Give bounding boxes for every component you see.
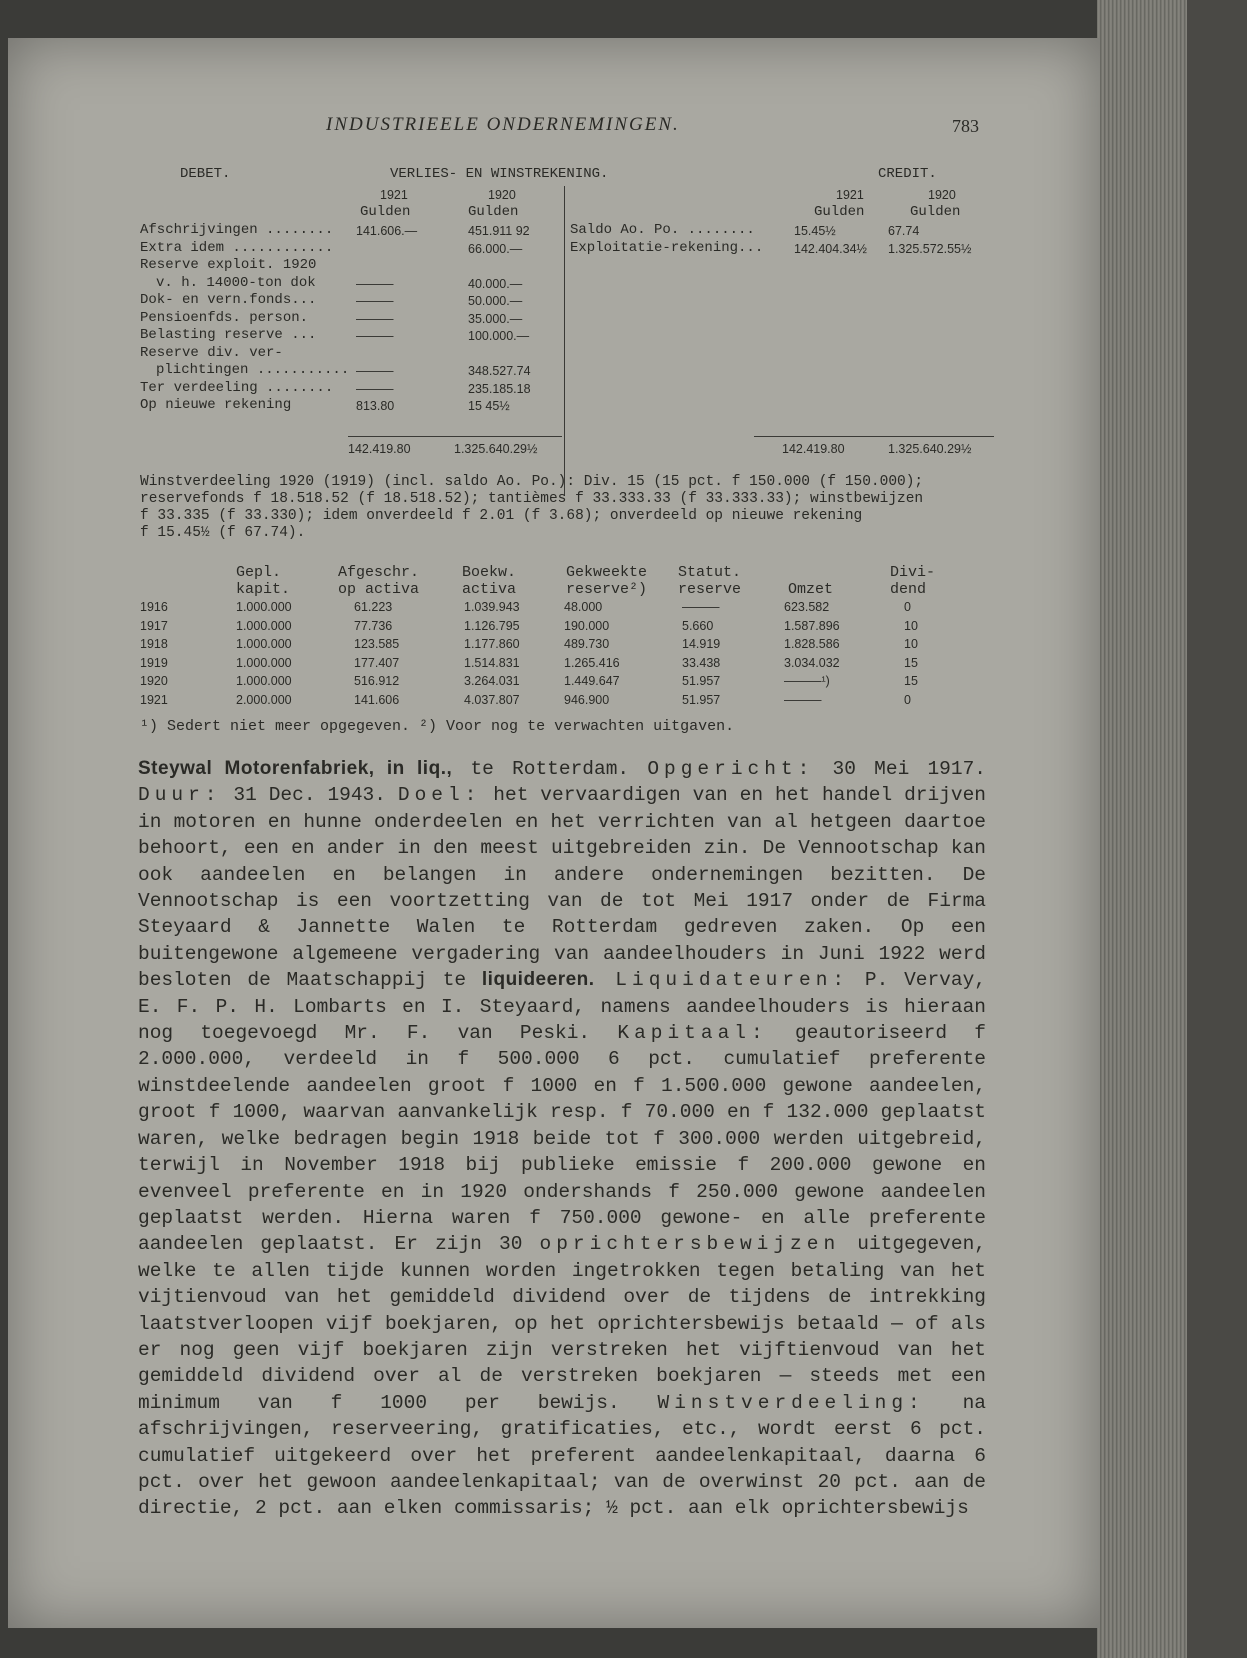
debit-row-1920: 451.911 92 (468, 224, 530, 238)
debit-row-label: Pensioenfds. person. (140, 309, 309, 326)
debit-row-label: v. h. 14000-ton dok (156, 274, 316, 291)
stats-cell: 1.039.943 (464, 600, 520, 614)
debit-row-1920: 15 45½ (468, 399, 510, 413)
col-year-1921: 1921 (380, 188, 408, 202)
stats-header-bottom: activa (462, 581, 517, 598)
credit-unit-1920: Gulden (910, 204, 961, 220)
stats-row-year: 1918 (140, 637, 168, 651)
debet-heading: DEBET. (180, 166, 231, 182)
stats-cell: 15 (904, 655, 918, 670)
stats-cell: 946.900 (564, 692, 610, 707)
stats-header-bottom: dend (890, 581, 927, 598)
winst-line-3: f 33.335 (f 33.330); idem onverdeeld f 2.01 (f 3.68); onverdeeld op nieuwe rekening (140, 508, 863, 524)
stats-cell: 516.912 (354, 674, 400, 688)
debit-row-label: plichtingen ........... (156, 362, 350, 378)
stats-cell: 623.582 (784, 600, 830, 614)
debit-row-1920: 348.527.74 (468, 364, 531, 378)
debit-row-label: Belasting reserve ... (140, 327, 317, 343)
stats-cell: 10 (904, 637, 918, 651)
debit-row-1921: ——— (356, 311, 394, 326)
body-text-a: te Rotterdam. (452, 758, 648, 780)
col-year-1920: 1920 (488, 188, 516, 202)
stats-cell: 1.000.000 (236, 618, 292, 633)
credit-row-1920: 67.74 (888, 224, 920, 238)
stats-cell: 77.736 (354, 618, 393, 633)
stats-header-bottom: reserve²) (566, 581, 648, 598)
debit-total-1921: 142.419.80 (348, 442, 411, 456)
debit-row-1920: 35.000.— (468, 311, 523, 326)
stats-cell: 1.000.000 (236, 637, 292, 651)
col-unit-1921: Gulden (360, 204, 411, 220)
company-description (138, 756, 986, 1522)
stats-row-year: 1919 (140, 655, 168, 670)
debit-row-1921: ——— (356, 364, 394, 378)
stats-cell: 33.438 (682, 655, 721, 670)
debit-row-1921: ——— (356, 381, 394, 396)
debit-row-1920: 235.185.18 (468, 381, 531, 396)
credit-row-label: Exploitatie-rekening... (570, 239, 764, 256)
stats-header-bottom: op activa (338, 581, 420, 598)
stats-cell: 14.919 (682, 637, 721, 651)
stats-cell: 1.265.416 (564, 655, 620, 670)
stats-cell: 3.034.032 (784, 655, 840, 670)
debit-row-1921: 813.80 (356, 399, 395, 413)
credit-row-1920: 1.325.572.55½ (888, 241, 972, 256)
body-text-e: P. Vervay, E. F. P. H. Lombarts en I. Steyaard, namens aandeelhouders is hieraan nog toegevoegd Mr. F. van Peski. (138, 969, 986, 1045)
stats-cell: 1.587.896 (784, 618, 840, 633)
stats-cell: 0 (904, 692, 911, 707)
stats-header-bottom: kapit. (236, 581, 291, 598)
stats-cell: 1.000.000 (236, 655, 292, 670)
body-text-d: het vervaardigen van en het handel drijven in motoren en hunne onderdeelen en het verrichten van al hetgeen daartoe behoort, een en ander in den meest uitgebreiden zin. De Vennootschap kan ook aandeelen en belangen in andere ondernemingen bezitten. De Vennootschap is een voortzetting van de tot Mei 1917 onder de Firma Steyaard & Jannette Walen te Rotterdam gedreven zaken. Op een buitengewone algemeene vergadering van aandeelhouders in Juni 1922 werd besloten de Maatschappij te (138, 784, 987, 992)
credit-row-1921: 15.45½ (794, 224, 836, 238)
debit-row-1921: 141.606.— (356, 224, 418, 238)
body-text-h: na afschrijvingen, reserveering, gratificaties, etc., wordt eerst 6 pct. cumulatief uitgekeerd over het preferent aandeelenkapitaal, daarna 6 pct. over het gewoon aandeelenkapitaal; van de overwinst 20 pct. aan de directie, 2 pct. aan elken commissaris; ½ pct. aan elk oprichtersbewijs (138, 1391, 986, 1520)
debit-row-label: Ter verdeeling ........ (140, 379, 334, 396)
credit-row-label: Saldo Ao. Po. ........ (570, 222, 755, 238)
stats-cell: 15 (904, 674, 918, 688)
running-header: INDUSTRIEELE ONDERNEMINGEN. (326, 114, 680, 135)
stats-cell: 1.000.000 (236, 600, 292, 614)
stats-cell: 1.000.000 (236, 674, 292, 688)
stats-cell: 1.126.795 (464, 618, 520, 633)
debit-row-1921: ——— (356, 276, 394, 291)
page-number: 783 (952, 116, 979, 136)
book-page (8, 38, 1100, 1628)
debit-row-label: Extra idem ............ (140, 239, 334, 256)
stats-header-top: Afgeschr. (338, 564, 420, 581)
stats-cell: ———¹) (784, 674, 830, 688)
stats-cell: 5.660 (682, 618, 714, 633)
stats-cell: 10 (904, 618, 918, 633)
winst-line-4: f 15.45½ (f 67.74). (140, 525, 306, 541)
winst-line-1: Winstverdeeling 1920 (1919) (incl. saldo Ao. Po.): Div. 15 (15 pct. f 150.000 (f 150.000); (140, 474, 924, 490)
stats-row-year: 1917 (140, 618, 168, 633)
stats-cell: 51.957 (682, 692, 721, 707)
credit-total-1920: 1.325.640.29½ (888, 442, 972, 456)
label-doel: Doel: (397, 784, 482, 807)
credit-total-rule (754, 436, 994, 437)
stats-header-top: Divi- (890, 564, 936, 581)
debit-row-1920: 66.000.— (468, 241, 523, 256)
stats-cell: 51.957 (682, 674, 721, 688)
body-text-g: uitgegeven, welke te allen tijde kunnen worden ingetrokken tegen betaling van het vijtienvoud van het gemiddeld dividend over de tijdens de intrekking laatstverloopen vijf boekjaren, op het oprichtersbewijs betaald — of als er nog geen vijf boekjaren zijn verstreken het vijftienvoud van het gemiddeld dividend over al de verstreken boekjaren — steeds met een minimum van f 1000 per bewijs. (138, 1233, 986, 1414)
stats-row-year: 1916 (140, 600, 168, 614)
table-footnote: ¹) Sedert niet meer opgegeven. ²) Voor nog te verwachten uitgaven. (140, 718, 735, 735)
account-divider (564, 186, 565, 496)
stats-cell: 4.037.807 (464, 692, 520, 707)
stats-cell: 1.514.831 (464, 655, 520, 670)
stats-cell: 0 (904, 600, 911, 614)
label-winstverdeeling: Winstverdeeling: (657, 1391, 925, 1414)
stats-header-top: Gepl. (236, 564, 282, 581)
stats-header-top: Boekw. (462, 564, 517, 581)
debit-row-1920: 40.000.— (468, 276, 523, 291)
credit-year-1921: 1921 (836, 188, 864, 202)
debit-row-label: Afschrijvingen ........ (140, 222, 334, 238)
debit-row-1920: 100.000.— (468, 329, 530, 343)
debit-total-rule (348, 436, 562, 437)
credit-row-1921: 142.404.34½ (794, 241, 867, 256)
stats-cell: 2.000.000 (236, 692, 292, 707)
credit-heading: CREDIT. (878, 166, 937, 182)
credit-total-1921: 142.419.80 (782, 442, 845, 456)
col-unit-1920: Gulden (468, 204, 519, 220)
book-edge-dark (1187, 0, 1247, 1658)
debit-total-1920: 1.325.640.29½ (454, 442, 538, 456)
stats-cell: 3.264.031 (464, 674, 520, 688)
stats-cell: 1.177.860 (464, 637, 520, 651)
stats-cell: 190.000 (564, 618, 610, 633)
debit-row-1921: ——— (356, 294, 394, 308)
stats-row-year: 1921 (140, 692, 168, 707)
winst-line-2: reservefonds f 18.518.52 (f 18.518.52); tantièmes f 33.333.33 (f 33.333.33); winstbewijzen (140, 491, 924, 507)
label-oprichtersbewijzen: oprichtersbewijzen (539, 1233, 841, 1256)
label-liquidateuren: Liquidateuren: (594, 969, 850, 992)
body-text-c: 31 Dec. 1943. (221, 784, 398, 807)
label-opgericht: Opgericht: (647, 758, 815, 780)
credit-unit-1921: Gulden (814, 204, 865, 220)
stats-cell: 123.585 (354, 637, 400, 651)
body-text-b: 30 Mei 1917. (814, 758, 986, 780)
stats-cell: 489.730 (564, 637, 610, 651)
stats-cell: 177.407 (354, 655, 400, 670)
label-liquideeren: liquideeren. (481, 969, 595, 991)
stats-header-bottom: Omzet (788, 581, 834, 598)
debit-row-label: Op nieuwe rekening (140, 397, 292, 413)
stats-row-year: 1920 (140, 674, 168, 688)
stats-header-top: Statut. (678, 564, 742, 581)
stats-cell: 1.449.647 (564, 674, 620, 688)
stats-cell: 48.000 (564, 600, 603, 614)
account-title: VERLIES- EN WINSTREKENING. (390, 166, 609, 182)
label-duur: Duur: (138, 784, 222, 807)
stats-cell: ——— (682, 600, 720, 614)
debit-row-1920: 50.000.— (468, 294, 523, 308)
debit-row-1921: ——— (356, 329, 394, 343)
credit-year-1920: 1920 (928, 188, 956, 202)
stats-cell: ——— (784, 692, 822, 707)
stats-cell: 61.223 (354, 600, 393, 614)
body-text-f: geautoriseerd f 2.000.000, verdeeld in f 500.000 6 pct. cumulatief preferente winstdeelende aandeelen groot f 1000 en f 1.500.000 gewone aandeelen, groot f 1000, waarvan aanvankelijk resp. f 70.000 en f 132.000 geplaatst waren, welke bedragen begin 1918 beide tot f 300.000 werden uitgebreid, terwijl in November 1918 bij publieke emissie f 200.000 gewone en evenveel preferente en in 1920 ondershands f 250.000 gewone aandeelen geplaatst werden. Hierna waren f 750.000 gewone- en alle preferente aandeelen geplaatst. Er zijn 30 (138, 1022, 986, 1256)
stats-header-top: Gekweekte (566, 564, 648, 581)
stats-cell: 1.828.586 (784, 637, 840, 651)
stats-cell: 141.606 (354, 692, 400, 707)
stats-header-bottom: reserve (678, 581, 742, 598)
debit-row-label: Reserve div. ver- (140, 344, 283, 361)
label-kapitaal: Kapitaal: (617, 1022, 768, 1045)
debit-row-label: Dok- en vern.fonds... (140, 292, 317, 308)
company-name: Steywal Motorenfabriek, in liq., (138, 758, 453, 779)
debit-row-label: Reserve exploit. 1920 (140, 257, 317, 273)
